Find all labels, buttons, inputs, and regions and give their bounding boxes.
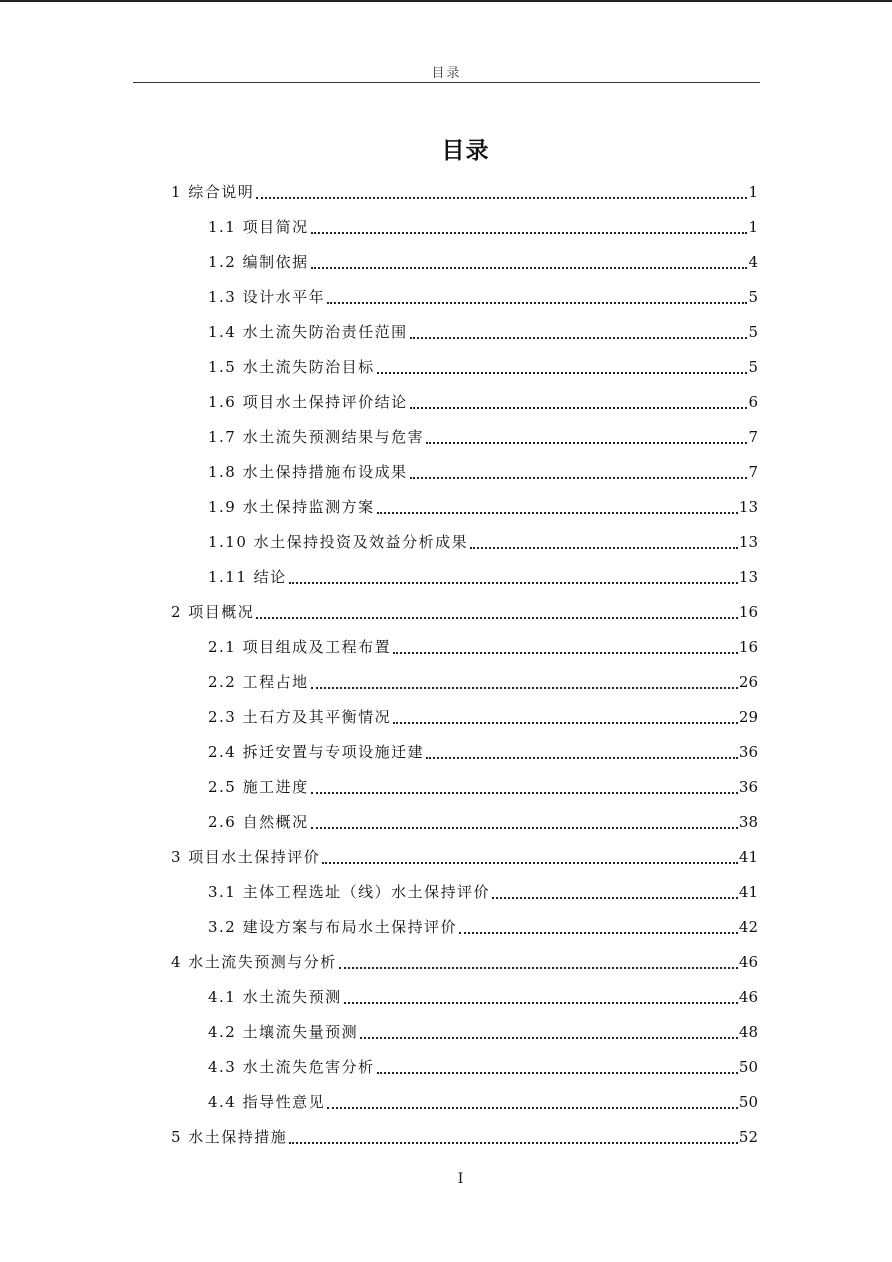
page-top-border <box>0 0 892 2</box>
toc-dot-leader <box>344 989 738 1004</box>
toc-dot-leader <box>426 429 747 444</box>
toc-entry-page-number: 42 <box>738 917 758 936</box>
toc-entry-label: 1.8 水土保持措施布设成果 <box>208 463 408 481</box>
toc-entry-label: 1.4 水土流失防治责任范围 <box>208 323 408 341</box>
toc-section-entry[interactable] <box>208 314 758 349</box>
toc-section-entry[interactable] <box>208 769 758 804</box>
toc-section-entry[interactable] <box>208 244 758 279</box>
toc-entry-label: 2.3 土石方及其平衡情况 <box>208 708 392 726</box>
toc-dot-leader <box>459 919 738 934</box>
toc-dot-leader <box>492 884 738 899</box>
running-header: 目录 <box>431 66 462 81</box>
toc-section-entry[interactable] <box>208 489 758 524</box>
toc-entry-page-number: 1 <box>748 217 758 236</box>
toc-section-entry[interactable] <box>208 629 758 664</box>
toc-title: 目录 <box>441 138 490 164</box>
toc-section-entry[interactable] <box>208 419 758 454</box>
toc-section-entry[interactable] <box>208 524 758 559</box>
toc-dot-leader <box>377 359 748 374</box>
toc-chapter-entry[interactable] <box>171 174 758 209</box>
toc-dot-leader <box>256 604 738 619</box>
toc-dot-leader <box>393 709 738 724</box>
toc-entry-page-number: 41 <box>738 882 758 901</box>
toc-dot-leader <box>393 639 738 654</box>
toc-dot-leader <box>377 499 738 514</box>
toc-entry-page-number: 36 <box>738 742 758 761</box>
toc-entry-label: 2.5 施工进度 <box>208 778 309 796</box>
toc-entry-page-number: 5 <box>748 287 758 306</box>
toc-section-entry[interactable] <box>208 734 758 769</box>
toc-dot-leader <box>311 674 738 689</box>
toc-dot-leader <box>311 779 738 794</box>
toc-entry-label: 1.6 项目水土保持评价结论 <box>208 393 408 411</box>
toc-entry-label: 4.2 土壤流失量预测 <box>208 1023 359 1041</box>
toc-entry-page-number: 50 <box>738 1057 758 1076</box>
toc-entry-label: 3.2 建设方案与布局水土保持评价 <box>208 918 458 936</box>
toc-entry-page-number: 13 <box>738 567 758 586</box>
toc-entry-label: 1.3 设计水平年 <box>208 288 326 306</box>
toc-entry-label: 1.7 水土流失预测结果与危害 <box>208 428 425 446</box>
toc-entry-label: 3 项目水土保持评价 <box>171 848 321 866</box>
toc-dot-leader <box>327 1094 738 1109</box>
toc-entry-label: 1.2 编制依据 <box>208 253 309 271</box>
toc-section-entry[interactable] <box>208 664 758 699</box>
toc-entry-page-number: 29 <box>738 707 758 726</box>
toc-dot-leader <box>410 324 748 339</box>
toc-entry-page-number: 41 <box>738 847 758 866</box>
toc-dot-leader <box>311 254 748 269</box>
toc-entry-page-number: 16 <box>738 637 758 656</box>
toc-entry-page-number: 5 <box>748 322 758 341</box>
toc-entry-page-number: 4 <box>748 252 758 271</box>
toc-chapter-entry[interactable] <box>171 839 758 874</box>
toc-entry-page-number: 48 <box>738 1022 758 1041</box>
toc-entry-label: 1 综合说明 <box>171 183 255 201</box>
toc-entry-label: 3.1 主体工程选址（线）水土保持评价 <box>208 883 491 901</box>
toc-dot-leader <box>377 1059 738 1074</box>
toc-chapter-entry[interactable] <box>171 944 758 979</box>
toc-dot-leader <box>426 744 738 759</box>
toc-dot-leader <box>470 534 738 549</box>
toc-section-entry[interactable] <box>208 699 758 734</box>
toc-entry-page-number: 16 <box>738 602 758 621</box>
toc-entry-page-number: 5 <box>748 357 758 376</box>
toc-entry-page-number: 13 <box>738 497 758 516</box>
toc-section-entry[interactable] <box>208 279 758 314</box>
toc-section-entry[interactable] <box>208 1014 758 1049</box>
toc-section-entry[interactable] <box>208 1084 758 1119</box>
toc-entry-page-number: 38 <box>738 812 758 831</box>
toc-entry-label: 1.1 项目简况 <box>208 218 309 236</box>
toc-dot-leader <box>360 1024 738 1039</box>
toc-entry-page-number: 50 <box>738 1092 758 1111</box>
toc-entry-label: 4.3 水土流失危害分析 <box>208 1058 375 1076</box>
toc-entry-page-number: 7 <box>748 427 758 446</box>
toc-section-entry[interactable] <box>208 454 758 489</box>
toc-entry-label: 4.1 水土流失预测 <box>208 988 342 1006</box>
toc-entry-page-number: 13 <box>738 532 758 551</box>
toc-section-entry[interactable] <box>208 559 758 594</box>
toc-entry-label: 1.11 结论 <box>208 568 287 586</box>
toc-section-entry[interactable] <box>208 909 758 944</box>
toc-entry-page-number: 52 <box>738 1127 758 1146</box>
toc-dot-leader <box>410 394 748 409</box>
toc-section-entry[interactable] <box>208 209 758 244</box>
toc-entry-page-number: 6 <box>748 392 758 411</box>
toc-entry-label: 1.9 水土保持监测方案 <box>208 498 375 516</box>
toc-chapter-entry[interactable] <box>171 594 758 629</box>
toc-entry-page-number: 36 <box>738 777 758 796</box>
toc-dot-leader <box>289 1129 738 1144</box>
toc-dot-leader <box>327 289 747 304</box>
toc-entry-label: 2.1 项目组成及工程布置 <box>208 638 392 656</box>
toc-entry-label: 2.4 拆迁安置与专项设施迁建 <box>208 743 425 761</box>
toc-entry-page-number: 46 <box>738 952 758 971</box>
toc-dot-leader <box>311 219 748 234</box>
toc-entry-label: 2.6 自然概况 <box>208 813 309 831</box>
header-rule <box>133 82 760 83</box>
toc-section-entry[interactable] <box>208 1049 758 1084</box>
toc-section-entry[interactable] <box>208 874 758 909</box>
toc-entry-page-number: 7 <box>748 462 758 481</box>
toc-dot-leader <box>256 184 747 199</box>
toc-entry-page-number: 1 <box>748 182 758 201</box>
page-number: I <box>457 1171 464 1187</box>
toc-section-entry[interactable] <box>208 384 758 419</box>
toc-section-entry[interactable] <box>208 349 758 384</box>
toc-entry-label: 4.4 指导性意见 <box>208 1093 326 1111</box>
toc-dot-leader <box>322 849 738 864</box>
toc-entry-label: 1.10 水土保持投资及效益分析成果 <box>208 533 469 551</box>
toc-entry-page-number: 26 <box>738 672 758 691</box>
toc-dot-leader <box>339 954 738 969</box>
toc-entry-label: 2.2 工程占地 <box>208 673 309 691</box>
toc-entry-label: 2 项目概况 <box>171 603 255 621</box>
toc-entry-label: 5 水土保持措施 <box>171 1128 288 1146</box>
toc-dot-leader <box>311 814 738 829</box>
toc-section-entry[interactable] <box>208 804 758 839</box>
toc-chapter-entry[interactable] <box>171 1119 758 1154</box>
toc-section-entry[interactable] <box>208 979 758 1014</box>
toc-entry-page-number: 46 <box>738 987 758 1006</box>
toc-entry-label: 4 水土流失预测与分析 <box>171 953 337 971</box>
toc-dot-leader <box>289 569 738 584</box>
toc-dot-leader <box>410 464 748 479</box>
toc-entry-label: 1.5 水土流失防治目标 <box>208 358 375 376</box>
